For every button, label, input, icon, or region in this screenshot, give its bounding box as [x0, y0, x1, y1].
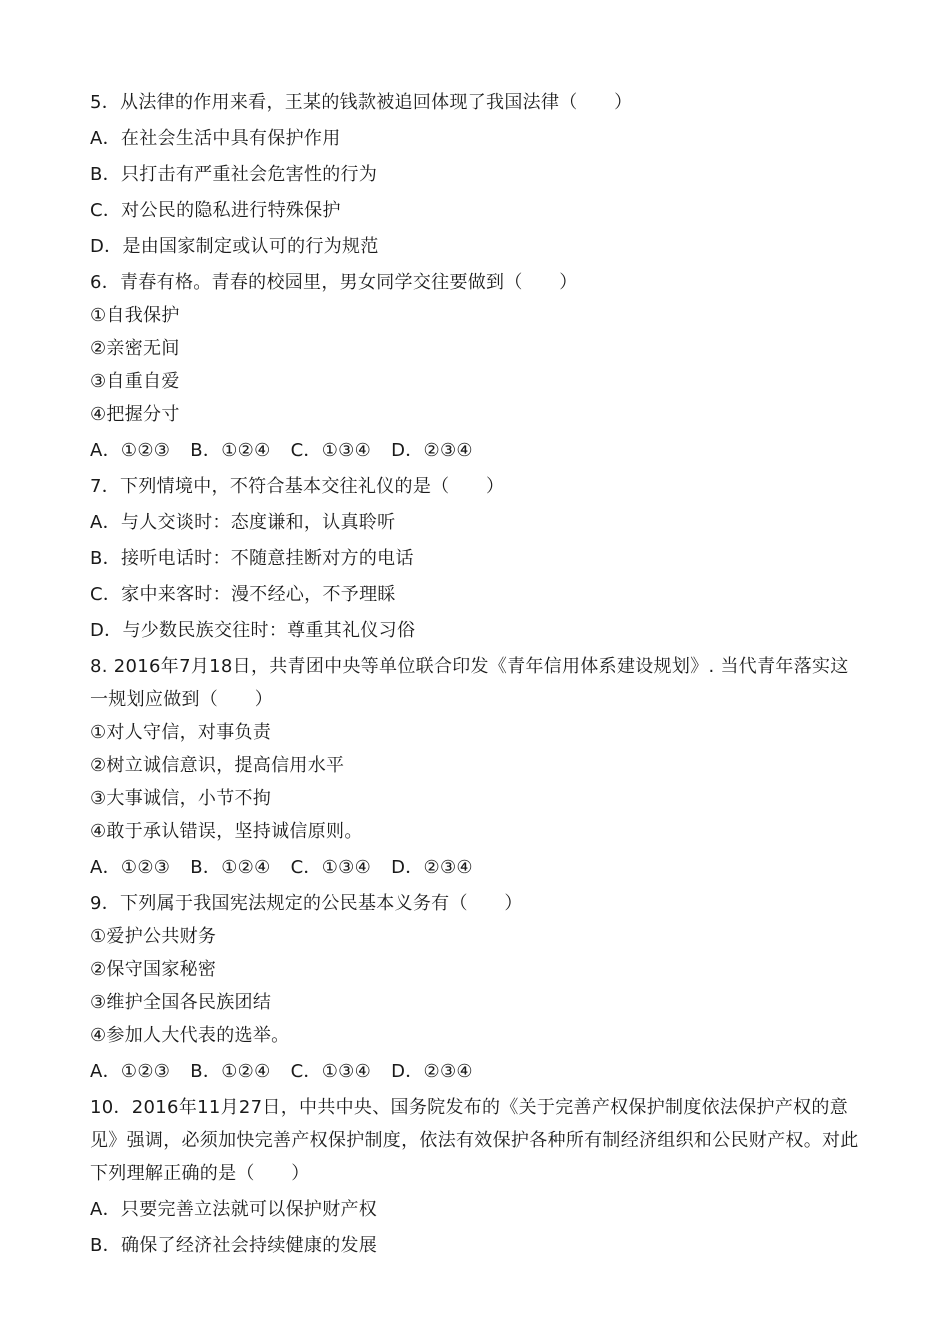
question-6-choice-b: B．①②④ — [190, 440, 271, 461]
question-7-option-c: C．家中来客时：漫不经心，不予理睬 — [90, 584, 396, 605]
question-9-item-3: ③维护全国各民族团结 — [90, 992, 272, 1013]
question-7-option-a: A．与人交谈时：态度谦和，认真聆听 — [90, 512, 396, 533]
question-8-item-1: ①对人守信，对事负责 — [90, 722, 272, 743]
question-6-item-1: ①自我保护 — [90, 305, 180, 326]
question-6-choice-d: D．②③④ — [391, 440, 473, 461]
question-5-option-c: C．对公民的隐私进行特殊保护 — [90, 200, 341, 221]
question-9-choice-d: D．②③④ — [391, 1061, 473, 1082]
question-9-choice-b: B．①②④ — [190, 1061, 271, 1082]
question-5-stem: 5．从法律的作用来看，王某的钱款被追回体现了我国法律（ ） — [90, 92, 633, 113]
question-7-stem: 7．下列情境中，不符合基本交往礼仪的是（ ） — [90, 476, 505, 497]
question-6-item-4: ④把握分寸 — [90, 404, 180, 425]
question-9-choices — [90, 1060, 880, 1084]
question-9-item-2: ②保守国家秘密 — [90, 959, 217, 980]
question-5-option-d: D．是由国家制定或认可的行为规范 — [90, 236, 379, 257]
question-5-option-b: B．只打击有严重社会危害性的行为 — [90, 164, 378, 185]
question-7-option-b: B．接听电话时：不随意挂断对方的电话 — [90, 548, 414, 569]
question-6-choice-a: A．①②③ — [90, 440, 171, 461]
question-8-choice-d: D．②③④ — [391, 857, 473, 878]
question-6-choice-c: C．①③④ — [290, 440, 372, 461]
question-10-stem-line-1: 10．2016年11月27日，中共中央、国务院发布的《关于完善产权保护制度依法保护产权的意 — [90, 1097, 849, 1118]
question-9-item-1: ①爱护公共财务 — [90, 926, 217, 947]
question-9-choice-c: C．①③④ — [290, 1061, 372, 1082]
question-10-option-a: A．只要完善立法就可以保护财产权 — [90, 1199, 378, 1220]
question-9-item-4: ④参加人大代表的选举。 — [90, 1025, 290, 1046]
question-6-item-2: ②亲密无间 — [90, 338, 180, 359]
question-8-choice-c: C．①③④ — [290, 857, 372, 878]
question-9-choice-a: A．①②③ — [90, 1061, 171, 1082]
question-5-option-a: A．在社会生活中具有保护作用 — [90, 128, 341, 149]
question-7-option-d: D．与少数民族交往时：尊重其礼仪习俗 — [90, 620, 416, 641]
question-10-option-b: B．确保了经济社会持续健康的发展 — [90, 1235, 378, 1256]
question-8-item-4: ④敢于承认错误，坚持诚信原则。 — [90, 821, 363, 842]
exam-page — [90, 85, 880, 1258]
question-6-item-3: ③自重自爱 — [90, 371, 180, 392]
question-10-stem-line-3: 下列理解正确的是（ ） — [90, 1163, 310, 1184]
question-8-item-2: ②树立诚信意识，提高信用水平 — [90, 755, 345, 776]
question-6-stem: 6．青春有格。青春的校园里，男女同学交往要做到（ ） — [90, 272, 578, 293]
question-6-choices — [90, 439, 880, 463]
question-8-stem-line-2: 一规划应做到（ ） — [90, 689, 273, 710]
question-8-item-3: ③大事诚信，小节不拘 — [90, 788, 272, 809]
question-8-choice-a: A．①②③ — [90, 857, 171, 878]
question-10-stem-line-2: 见》强调，必须加快完善产权保护制度，依法有效保护各种所有制经济组织和公民财产权。对此 — [90, 1130, 859, 1151]
question-8-choices — [90, 856, 880, 880]
question-9-stem: 9．下列属于我国宪法规定的公民基本义务有（ ） — [90, 893, 523, 914]
question-8-choice-b: B．①②④ — [190, 857, 271, 878]
question-8-stem-line-1: 8. 2016年7月18日，共青团中央等单位联合印发《青年信用体系建设规划》. 当代青年落实这 — [90, 656, 849, 677]
